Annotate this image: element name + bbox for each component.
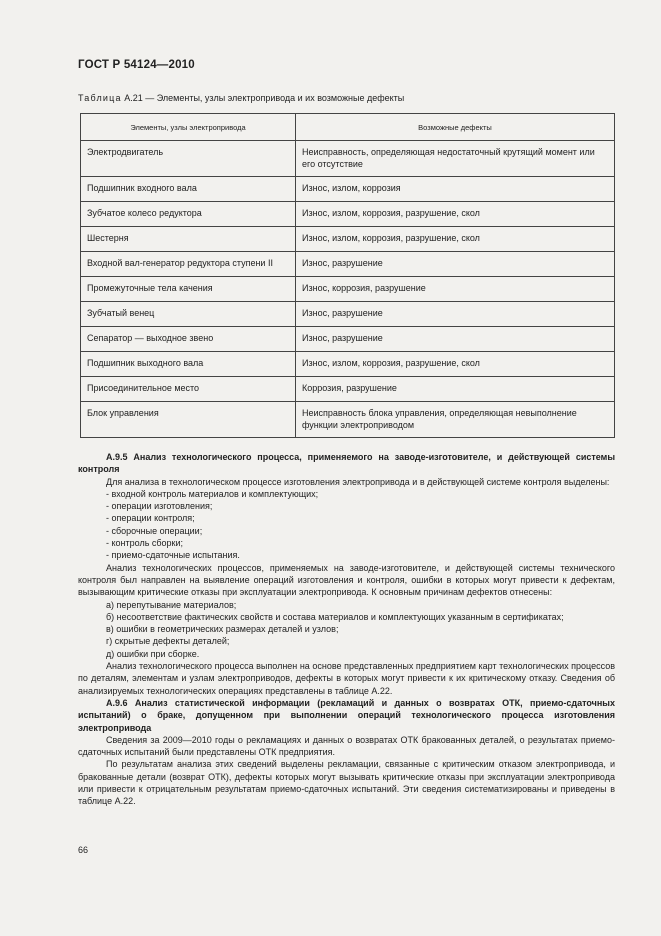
table-row: [81, 302, 615, 327]
standard-header: ГОСТ Р 54124—2010: [78, 59, 195, 71]
cell-element: Зубчатое колесо редуктора: [81, 202, 296, 227]
cell-element: Сепаратор — выходное звено: [81, 327, 296, 352]
list-item: - приемо-сдаточные испытания.: [106, 550, 240, 561]
column-header-elements: Элементы, узлы электропривода: [81, 114, 296, 141]
cell-element: Присоединительное место: [81, 377, 296, 402]
cell-defects: Износ, излом, коррозия: [296, 177, 615, 202]
section-a95-intro: Для анализа в технологическом процессе изготовления электропривода и в действующей системе контроля выделены:: [106, 476, 610, 487]
table-header-row: [81, 114, 615, 141]
section-a96-heading: А.9.6 Анализ статистической информации (рекламаций и данных о возвратах ОТК, приемо-сдаточных испытаний) о браке, допущенном при выполнении операций технологического процесса изготовления электропривода: [78, 697, 615, 733]
cell-defects: Неисправность блока управления, определяющая невыполнение функции электроприводом: [296, 402, 615, 438]
table-row: [81, 277, 615, 302]
section-a95-conclusion: Анализ технологического процесса выполнен на основе представленных предприятием карт технологических процессов по деталям, элементам и узлам электроприводов, дефекты в которых могут привести к их критическому отказу. Сведения об анализируемых технологических операциях представлены в таблице А.22.: [78, 661, 615, 696]
list-item: - входной контроль материалов и комплектующих;: [106, 488, 319, 499]
section-a95-heading: А.9.5 Анализ технологического процесса, применяемого на заводе-изготовителе, и действующей системы контроля: [78, 452, 615, 475]
cause-item: б) несоответствие фактических свойств и состава материалов и комплектующих указанным в сертификатах;: [106, 611, 564, 622]
cell-element: Электродвигатель: [81, 141, 296, 177]
section-a96-para1: Сведения за 2009—2010 годы о рекламациях и данных о возвратах ОТК бракованных деталей, о результатах приемо-сдаточных испытаний были представлены ОТК предприятия.: [78, 734, 615, 758]
defects-table: [80, 113, 615, 438]
table-row: [81, 202, 615, 227]
table-row: [81, 177, 615, 202]
cause-item: д) ошибки при сборке.: [106, 648, 200, 659]
page-number: 66: [78, 845, 89, 855]
cell-element: Блок управления: [81, 402, 296, 438]
column-header-defects: Возможные дефекты: [296, 114, 615, 141]
table-caption-label: Таблица: [78, 93, 122, 103]
list-item: - сборочные операции;: [106, 525, 203, 536]
table-row: [81, 327, 615, 352]
cell-defects: Износ, разрушение: [296, 302, 615, 327]
list-item: - контроль сборки;: [106, 538, 184, 549]
cause-item: г) скрытые дефекты деталей;: [106, 636, 230, 647]
table-row: [81, 141, 615, 177]
cell-defects: Износ, коррозия, разрушение: [296, 277, 615, 302]
cause-item: а) перепутывание материалов;: [106, 599, 237, 610]
cell-defects: Износ, излом, коррозия, разрушение, скол: [296, 227, 615, 252]
table-row: [81, 227, 615, 252]
cell-defects: Износ, излом, коррозия, разрушение, скол: [296, 202, 615, 227]
list-item: - операции изготовления;: [106, 501, 213, 512]
section-a95-analysis: Анализ технологических процессов, применяемых на заводе-изготовителе, и действующей системы технического контроля был направлен на выявление операций изготовления и контроля, ошибки в которых могут привести к дефектам, вызывающим критические отказы при эксплуатации электропривода. К основным причинам дефектов отнесены:: [78, 562, 615, 598]
cell-defects: Коррозия, разрушение: [296, 377, 615, 402]
cell-element: Подшипник выходного вала: [81, 352, 296, 377]
table-caption-text: А.21 — Элементы, узлы электропривода и их возможные дефекты: [124, 93, 405, 103]
cell-element: Входной вал-генератор редуктора ступени II: [81, 252, 296, 277]
cell-element: Шестерня: [81, 227, 296, 252]
list-item: - операции контроля;: [106, 513, 195, 524]
table-row: [81, 377, 615, 402]
table-row: [81, 352, 615, 377]
cell-element: Зубчатый венец: [81, 302, 296, 327]
cause-item: в) ошибки в геометрических размерах деталей и узлов;: [106, 624, 339, 635]
cell-defects: Износ, разрушение: [296, 327, 615, 352]
cell-element: Подшипник входного вала: [81, 177, 296, 202]
cell-defects: Износ, излом, коррозия, разрушение, скол: [296, 352, 615, 377]
cell-defects: Неисправность, определяющая недостаточный крутящий момент или его отсутствие: [296, 141, 615, 177]
table-row: [81, 402, 615, 438]
cell-defects: Износ, разрушение: [296, 252, 615, 277]
table-caption: [78, 93, 404, 103]
section-a96-para2: По результатам анализа этих сведений выделены рекламации, связанные с критическим отказом электропривода, и бракованные детали (возврат ОТК), дефекты которых могут вызывать критические отказы при эксплуатации электропривода или привести к отрицательным результатам приемо-сдаточных испытаний. Эти сведения систематизированы и приведены в таблице А.22.: [78, 759, 615, 807]
cell-element: Промежуточные тела качения: [81, 277, 296, 302]
body-text: [78, 451, 615, 808]
table-row: [81, 252, 615, 277]
